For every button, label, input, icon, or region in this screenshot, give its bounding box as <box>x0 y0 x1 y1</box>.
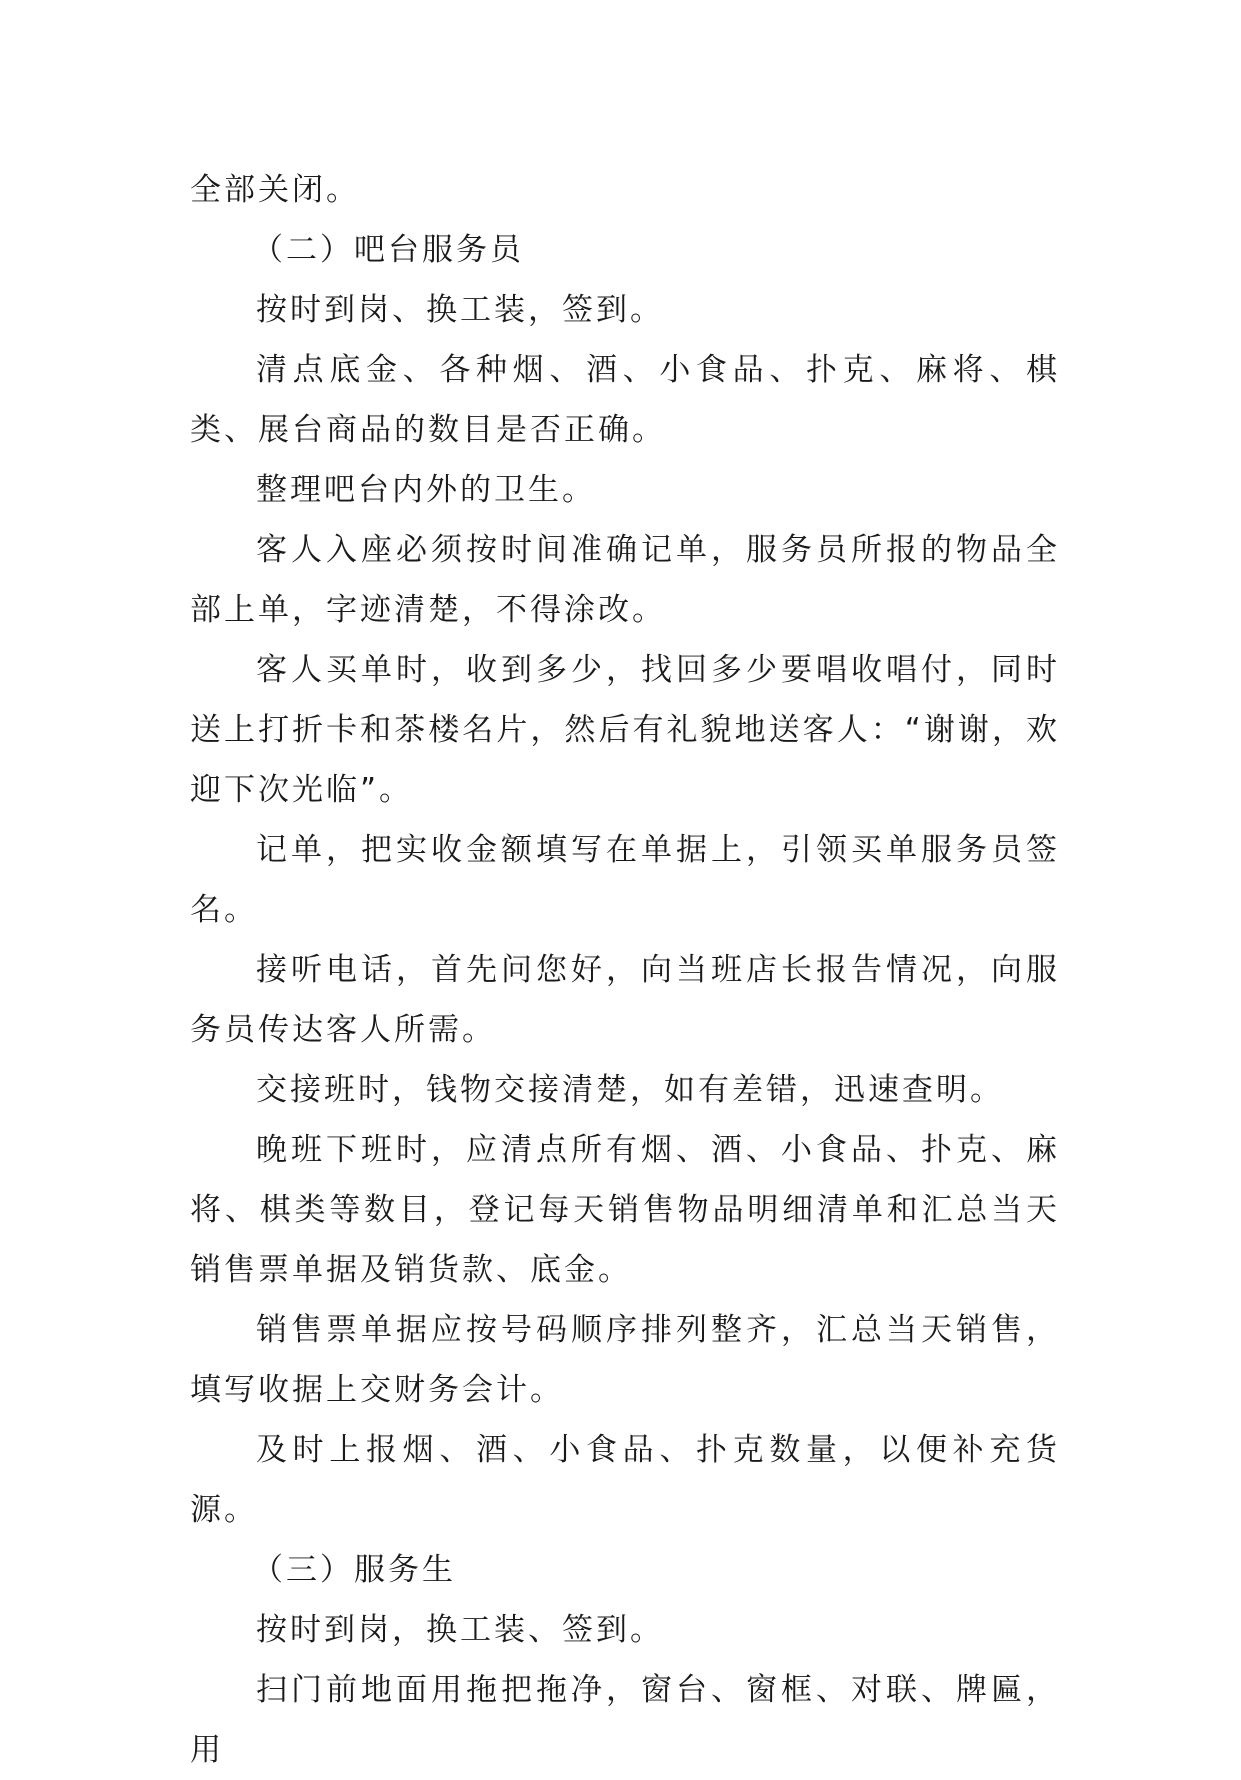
paragraph: 客人买单时，收到多少，找回多少要唱收唱付，同时送上打折卡和茶楼名片，然后有礼貌地送客人：“谢谢，欢迎下次光临”。 <box>190 652 1060 808</box>
paragraph: 按时到岗、换工装，签到。 <box>256 292 664 328</box>
paragraph: 按时到岗，换工装、签到。 <box>256 1612 664 1648</box>
paragraph: 客人入座必须按时间准确记单，服务员所报的物品全部上单，字迹清楚，不得涂改。 <box>190 532 1060 628</box>
paragraph: 交接班时，钱物交接清楚，如有差错，迅速查明。 <box>256 1072 1004 1108</box>
paragraph: 销售票单据应按号码顺序排列整齐，汇总当天销售，填写收据上交财务会计。 <box>190 1312 1060 1408</box>
paragraph: 接听电话，首先问您好，向当班店长报告情况，向服务员传达客人所需。 <box>190 952 1060 1048</box>
paragraph: 及时上报烟、酒、小食品、扑克数量，以便补充货源。 <box>190 1432 1060 1528</box>
section-heading: （三）服务生 <box>252 1552 456 1588</box>
document-body <box>190 160 1060 1780</box>
paragraph: 扫门前地面用拖把拖净，窗台、窗框、对联、牌匾，用 <box>190 1672 1060 1768</box>
paragraph: 晚班下班时，应清点所有烟、酒、小食品、扑克、麻将、棋类等数目，登记每天销售物品明细清单和汇总当天销售票单据及销货款、底金。 <box>190 1132 1060 1288</box>
paragraph: 全部关闭。 <box>190 172 360 208</box>
paragraph: 整理吧台内外的卫生。 <box>256 472 596 508</box>
section-heading: （二）吧台服务员 <box>252 232 524 268</box>
paragraph: 记单，把实收金额填写在单据上，引领买单服务员签名。 <box>190 832 1060 928</box>
paragraph: 清点底金、各种烟、酒、小食品、扑克、麻将、棋类、展台商品的数目是否正确。 <box>190 352 1060 448</box>
